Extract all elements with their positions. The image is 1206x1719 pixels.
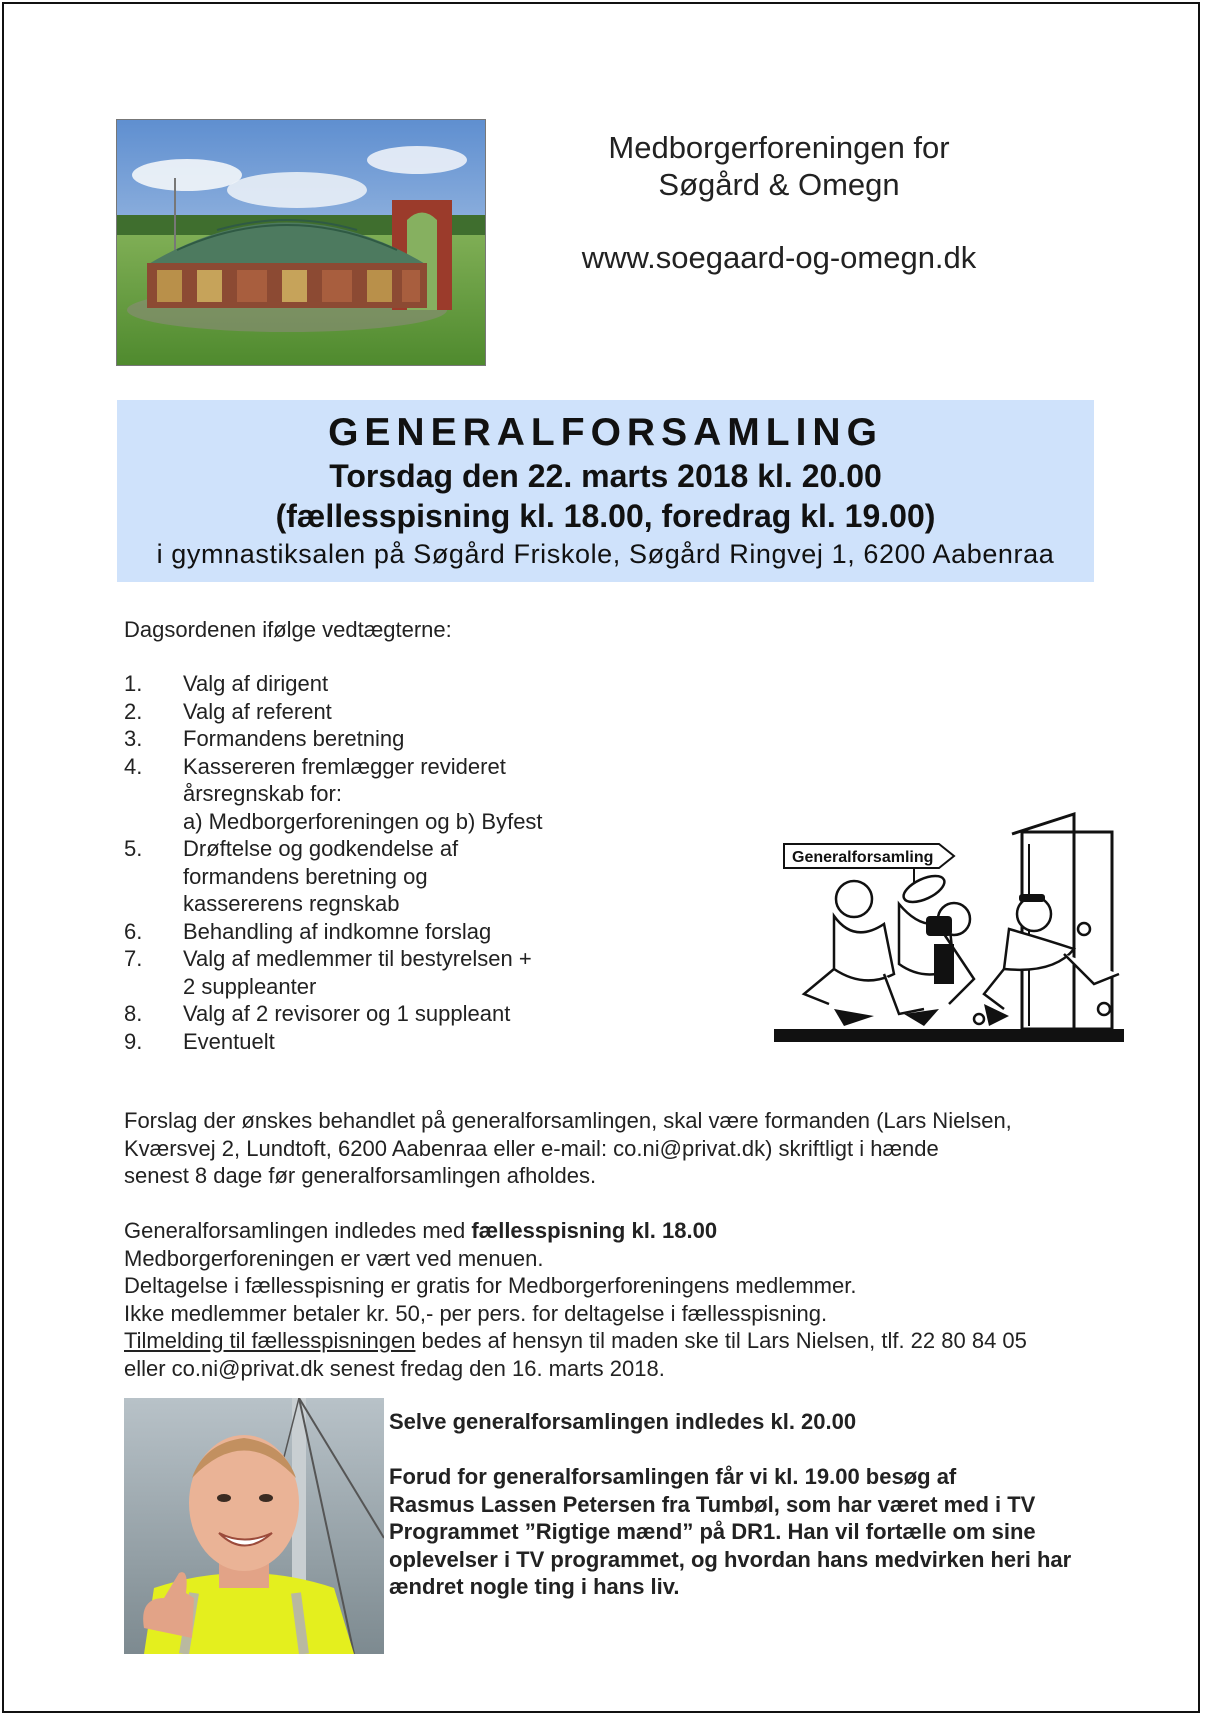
organisation-header bbox=[564, 129, 994, 276]
proposals-line: Forslag der ønskes behandlet på generalforsamlingen, skal være formanden (Lars Nielsen, bbox=[124, 1108, 1012, 1133]
signup-link[interactable]: Tilmelding til fællesspisningen bbox=[124, 1328, 416, 1353]
agenda-item-text: Kassereren fremlægger revideret bbox=[183, 753, 506, 779]
talk-line: ændret nogle ting i hans liv. bbox=[389, 1574, 680, 1599]
meeting-banner bbox=[117, 400, 1094, 582]
proposals-line: Kværsvej 2, Lundtoft, 6200 Aabenraa eller e-mail: co.ni@privat.dk) skriftligt i hænde bbox=[124, 1135, 939, 1161]
agenda-item-text: Drøftelse og godkendelse af bbox=[183, 836, 459, 861]
agenda-item bbox=[124, 725, 764, 753]
dinner-line-4: Ikke medlemmer betaler kr. 50,- per pers. for deltagelse i fællesspisning. bbox=[124, 1300, 828, 1326]
proposals-line: senest 8 dage før generalforsamlingen afholdes. bbox=[124, 1163, 597, 1188]
cartoon-sign-text: Generalforsamling bbox=[792, 849, 934, 866]
agenda-item-number: 7. bbox=[124, 946, 143, 971]
agenda-item-number: 5. bbox=[124, 836, 143, 861]
agenda-item-text: Behandling af indkomne forslag bbox=[183, 918, 492, 944]
agenda-item-number: 8. bbox=[124, 1001, 143, 1026]
agenda-item-text: kassererens regnskab bbox=[183, 891, 400, 916]
agenda-item-number: 9. bbox=[124, 1028, 143, 1054]
meeting-date: Torsdag den 22. marts 2018 kl. 20.00 bbox=[329, 458, 882, 494]
talk-line: Programmet ”Rigtige mænd” på DR1. Han vil fortælle om sine bbox=[389, 1519, 1036, 1544]
dinner-line-5 bbox=[124, 1327, 1104, 1355]
dinner-time: fællesspisning kl. 18.00 bbox=[471, 1218, 718, 1243]
flyer-page bbox=[2, 2, 1200, 1713]
agenda-item-text: Valg af referent bbox=[183, 698, 332, 724]
agenda-item bbox=[124, 698, 764, 726]
agenda-item bbox=[124, 753, 764, 836]
talk-section bbox=[389, 1408, 1109, 1601]
agenda-item-text: Valg af dirigent bbox=[183, 671, 329, 696]
proposals-section bbox=[124, 1107, 1104, 1190]
org-name-line2: Søgård & Omegn bbox=[658, 167, 900, 202]
pavilion-photo bbox=[116, 119, 486, 366]
agenda-item-text: Valg af medlemmer til bestyrelsen + bbox=[183, 946, 532, 971]
spacer bbox=[389, 1436, 1109, 1464]
meeting-times: (fællesspisning kl. 18.00, foredrag kl. 19.00) bbox=[275, 498, 936, 534]
agenda-item-text: formandens beretning og bbox=[183, 863, 428, 889]
signup-text: bedes af hensyn til maden ske til Lars Nielsen, tlf. 22 80 84 05 bbox=[415, 1328, 1027, 1353]
talk-line: Rasmus Lassen Petersen fra Tumbøl, som har været med i TV bbox=[389, 1491, 1036, 1517]
meeting-title: GENERALFORSAMLING bbox=[328, 411, 883, 454]
agenda-item-number: 3. bbox=[124, 726, 143, 751]
agenda-item-text: Valg af 2 revisorer og 1 suppleant bbox=[183, 1001, 511, 1026]
agenda-item bbox=[124, 945, 764, 1000]
agenda-item bbox=[124, 835, 764, 918]
agenda-item-text: årsregnskab for: bbox=[183, 781, 342, 806]
dinner-line-3: Deltagelse i fællesspisning er gratis for Medborgerforeningens medlemmer. bbox=[124, 1273, 857, 1298]
agenda-item bbox=[124, 670, 764, 698]
agenda-item-text: Formandens beretning bbox=[183, 726, 405, 751]
dinner-section bbox=[124, 1217, 1104, 1382]
agenda-item-text: Eventuelt bbox=[183, 1028, 275, 1054]
agenda-item bbox=[124, 918, 764, 946]
agenda-item-number: 4. bbox=[124, 753, 143, 779]
meeting-start-line: Selve generalforsamlingen indledes kl. 20.00 bbox=[389, 1409, 857, 1434]
agenda-intro: Dagsordenen ifølge vedtægterne: bbox=[124, 617, 452, 642]
website-link[interactable]: www.soegaard-og-omegn.dk bbox=[581, 240, 977, 275]
dinner-line-2: Medborgerforeningen er vært ved menuen. bbox=[124, 1245, 544, 1271]
cartoon-illustration bbox=[774, 804, 1139, 1042]
meeting-location: i gymnastiksalen på Søgård Friskole, Søgård Ringvej 1, 6200 Aabenraa bbox=[156, 539, 1055, 569]
agenda-list bbox=[124, 670, 764, 1055]
org-name-line1: Medborgerforeningen for bbox=[608, 130, 950, 165]
dinner-line-6: eller co.ni@privat.dk senest fredag den 16. marts 2018. bbox=[124, 1355, 665, 1381]
dinner-line-1 bbox=[124, 1217, 1104, 1245]
agenda-item bbox=[124, 1000, 764, 1028]
agenda-item-number: 6. bbox=[124, 918, 143, 944]
agenda-item-text: 2 suppleanter bbox=[183, 973, 317, 999]
speaker-photo bbox=[124, 1398, 384, 1654]
dinner-intro-text: Generalforsamlingen indledes med bbox=[124, 1218, 472, 1243]
agenda-item-number: 1. bbox=[124, 671, 143, 696]
agenda-item bbox=[124, 1028, 764, 1056]
agenda-item-number: 2. bbox=[124, 698, 143, 724]
agenda-item-text: a) Medborgerforeningen og b) Byfest bbox=[183, 808, 543, 834]
talk-line: Forud for generalforsamlingen får vi kl. 19.00 besøg af bbox=[389, 1464, 957, 1489]
talk-line: oplevelser i TV programmet, og hvordan hans medvirken heri har bbox=[389, 1546, 1072, 1572]
